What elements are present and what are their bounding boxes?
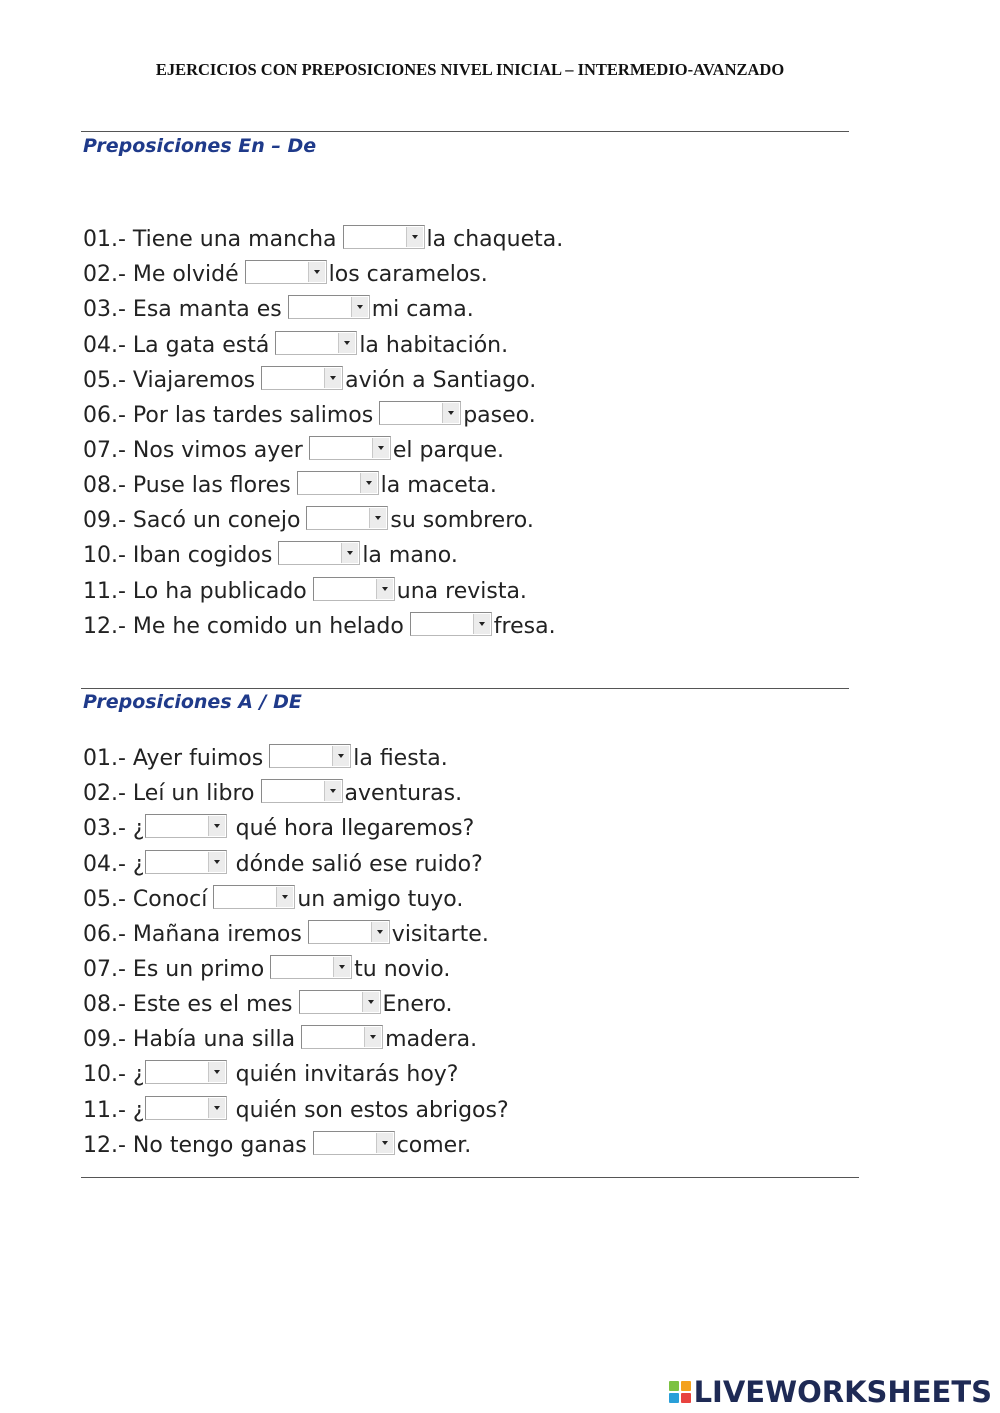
preposition-dropdown[interactable] bbox=[410, 612, 492, 636]
preposition-dropdown[interactable] bbox=[278, 541, 360, 565]
exercise-text-before: 06.- Por las tardes salimos bbox=[83, 402, 374, 428]
dropdown-arrow-icon[interactable] bbox=[208, 1098, 225, 1118]
exercise-item bbox=[83, 983, 509, 1018]
exercise-item bbox=[83, 737, 509, 772]
document-title: EJERCICIOS CON PREPOSICIONES NIVEL INICIAL – INTERMEDIO-AVANZADO bbox=[155, 60, 785, 79]
preposition-dropdown[interactable] bbox=[306, 506, 388, 530]
exercise-text-after: Enero. bbox=[382, 992, 453, 1018]
dropdown-arrow-icon[interactable] bbox=[360, 473, 377, 493]
exercise-text-before: 07.- Es un primo bbox=[83, 956, 265, 982]
exercise-text-after: madera. bbox=[385, 1027, 478, 1053]
logo-square bbox=[669, 1381, 679, 1391]
bottom-rule bbox=[81, 1177, 859, 1178]
dropdown-arrow-icon[interactable] bbox=[324, 368, 341, 388]
dropdown-arrow-icon[interactable] bbox=[362, 992, 379, 1012]
preposition-dropdown[interactable] bbox=[379, 401, 461, 425]
exercise-item bbox=[83, 253, 563, 288]
exercise-text-before: 03.- Esa manta es bbox=[83, 297, 282, 323]
dropdown-arrow-icon[interactable] bbox=[369, 508, 386, 528]
exercise-text-after: aventuras. bbox=[344, 781, 463, 807]
exercise-item bbox=[83, 913, 509, 948]
preposition-dropdown[interactable] bbox=[261, 779, 343, 803]
section-2-exercise-list bbox=[83, 737, 509, 1159]
exercise-text-before: 05.- Viajaremos bbox=[83, 367, 256, 393]
preposition-dropdown[interactable] bbox=[343, 225, 425, 249]
exercise-text-before: 11.- Lo ha publicado bbox=[83, 578, 307, 604]
exercise-item bbox=[83, 534, 563, 569]
exercise-item bbox=[83, 323, 563, 358]
dropdown-arrow-icon[interactable] bbox=[341, 543, 358, 563]
exercise-item bbox=[83, 359, 563, 394]
preposition-dropdown[interactable] bbox=[308, 920, 390, 944]
exercise-text-after: la habitación. bbox=[359, 332, 509, 358]
preposition-dropdown[interactable] bbox=[299, 990, 381, 1014]
preposition-dropdown[interactable] bbox=[313, 577, 395, 601]
preposition-dropdown[interactable] bbox=[145, 1060, 227, 1084]
dropdown-arrow-icon[interactable] bbox=[442, 403, 459, 423]
exercise-text-after: la fiesta. bbox=[353, 746, 448, 772]
preposition-dropdown[interactable] bbox=[297, 471, 379, 495]
exercise-text-after: la maceta. bbox=[380, 473, 497, 499]
dropdown-arrow-icon[interactable] bbox=[276, 887, 293, 907]
exercise-text-after: un amigo tuyo. bbox=[297, 886, 464, 912]
exercise-text-after: su sombrero. bbox=[390, 508, 534, 534]
dropdown-arrow-icon[interactable] bbox=[351, 297, 368, 317]
exercise-text-before: 08.- Este es el mes bbox=[83, 992, 293, 1018]
exercise-text-before: 12.- No tengo ganas bbox=[83, 1132, 307, 1158]
exercise-text-before: 01.- Tiene una mancha bbox=[83, 227, 337, 253]
exercise-item bbox=[83, 218, 563, 253]
exercise-text-before: 09.- Había una silla bbox=[83, 1027, 296, 1053]
dropdown-arrow-icon[interactable] bbox=[332, 746, 349, 766]
exercise-item bbox=[83, 1018, 509, 1053]
logo-square bbox=[681, 1393, 691, 1403]
exercise-item bbox=[83, 464, 563, 499]
preposition-dropdown[interactable] bbox=[313, 1131, 395, 1155]
exercise-item bbox=[83, 948, 509, 983]
dropdown-arrow-icon[interactable] bbox=[333, 957, 350, 977]
preposition-dropdown[interactable] bbox=[288, 295, 370, 319]
dropdown-arrow-icon[interactable] bbox=[376, 579, 393, 599]
exercise-text-before: 04.- ¿ bbox=[83, 851, 145, 877]
exercise-text-after: paseo. bbox=[463, 402, 536, 428]
exercise-item bbox=[83, 288, 563, 323]
exercise-item bbox=[83, 842, 509, 877]
exercise-text-after: los caramelos. bbox=[328, 262, 488, 288]
exercise-item bbox=[83, 499, 563, 534]
exercise-text-before: 08.- Puse las flores bbox=[83, 473, 291, 499]
liveworksheets-logo-icon bbox=[669, 1381, 691, 1403]
preposition-dropdown[interactable] bbox=[245, 260, 327, 284]
exercise-text-before: 07.- Nos vimos ayer bbox=[83, 437, 303, 463]
exercise-text-before: 02.- Me olvidé bbox=[83, 262, 239, 288]
exercise-text-before: 12.- Me he comido un helado bbox=[83, 613, 404, 639]
preposition-dropdown[interactable] bbox=[145, 850, 227, 874]
exercise-text-after: la mano. bbox=[362, 543, 458, 569]
exercise-text-after: visitarte. bbox=[391, 921, 489, 947]
exercise-item bbox=[83, 1124, 509, 1159]
exercise-text-after: dónde salió ese ruido? bbox=[228, 851, 483, 877]
exercise-text-after: el parque. bbox=[392, 437, 505, 463]
brand-name: LIVEWORKSHEETS bbox=[693, 1375, 992, 1409]
dropdown-arrow-icon[interactable] bbox=[208, 852, 225, 872]
exercise-text-after: comer. bbox=[396, 1132, 472, 1158]
preposition-dropdown[interactable] bbox=[269, 744, 351, 768]
exercise-text-after: quién invitarás hoy? bbox=[228, 1062, 459, 1088]
section-1-exercise-list bbox=[83, 218, 563, 640]
exercise-text-before: 02.- Leí un libro bbox=[83, 781, 255, 807]
preposition-dropdown[interactable] bbox=[301, 1025, 383, 1049]
section-1-top-rule bbox=[81, 131, 849, 132]
dropdown-arrow-icon[interactable] bbox=[473, 614, 490, 634]
preposition-dropdown[interactable] bbox=[261, 366, 343, 390]
preposition-dropdown[interactable] bbox=[213, 885, 295, 909]
preposition-dropdown[interactable] bbox=[145, 814, 227, 838]
exercise-item bbox=[83, 569, 563, 604]
exercise-text-before: 05.- Conocí bbox=[83, 886, 208, 912]
dropdown-arrow-icon[interactable] bbox=[324, 781, 341, 801]
dropdown-arrow-icon[interactable] bbox=[208, 816, 225, 836]
exercise-item bbox=[83, 605, 563, 640]
exercise-text-after: la chaqueta. bbox=[426, 227, 564, 253]
liveworksheets-brand bbox=[669, 1375, 992, 1409]
dropdown-arrow-icon[interactable] bbox=[308, 262, 325, 282]
exercise-text-before: 09.- Sacó un conejo bbox=[83, 508, 301, 534]
exercise-text-before: 04.- La gata está bbox=[83, 332, 270, 358]
exercise-item bbox=[83, 429, 563, 464]
exercise-text-after: fresa. bbox=[493, 613, 556, 639]
exercise-item bbox=[83, 772, 509, 807]
exercise-item bbox=[83, 878, 509, 913]
preposition-dropdown[interactable] bbox=[145, 1096, 227, 1120]
exercise-text-before: 11.- ¿ bbox=[83, 1097, 145, 1123]
preposition-dropdown[interactable] bbox=[275, 331, 357, 355]
exercise-text-after: avión a Santiago. bbox=[345, 367, 537, 393]
dropdown-arrow-icon[interactable] bbox=[376, 1133, 393, 1153]
exercise-text-after: una revista. bbox=[396, 578, 527, 604]
exercise-text-after: mi cama. bbox=[371, 297, 474, 323]
logo-square bbox=[669, 1393, 679, 1403]
exercise-text-before: 03.- ¿ bbox=[83, 816, 145, 842]
preposition-dropdown[interactable] bbox=[309, 436, 391, 460]
section-2-heading: Preposiciones A / DE bbox=[83, 691, 302, 713]
section-1-heading: Preposiciones En – De bbox=[83, 135, 317, 157]
exercise-text-before: 10.- Iban cogidos bbox=[83, 543, 273, 569]
exercise-item bbox=[83, 807, 509, 842]
exercise-text-before: 06.- Mañana iremos bbox=[83, 921, 302, 947]
dropdown-arrow-icon[interactable] bbox=[364, 1027, 381, 1047]
dropdown-arrow-icon[interactable] bbox=[372, 438, 389, 458]
logo-square bbox=[681, 1381, 691, 1391]
section-2-top-rule bbox=[81, 688, 849, 689]
exercise-text-before: 10.- ¿ bbox=[83, 1062, 145, 1088]
dropdown-arrow-icon[interactable] bbox=[406, 227, 423, 247]
exercise-text-after: quién son estos abrigos? bbox=[228, 1097, 509, 1123]
dropdown-arrow-icon[interactable] bbox=[338, 333, 355, 353]
exercise-text-after: tu novio. bbox=[354, 956, 451, 982]
exercise-item bbox=[83, 394, 563, 429]
exercise-text-before: 01.- Ayer fuimos bbox=[83, 746, 264, 772]
exercise-item bbox=[83, 1053, 509, 1088]
dropdown-arrow-icon[interactable] bbox=[208, 1062, 225, 1082]
exercise-text-after: qué hora llegaremos? bbox=[228, 816, 475, 842]
exercise-item bbox=[83, 1088, 509, 1123]
preposition-dropdown[interactable] bbox=[270, 955, 352, 979]
dropdown-arrow-icon[interactable] bbox=[371, 922, 388, 942]
